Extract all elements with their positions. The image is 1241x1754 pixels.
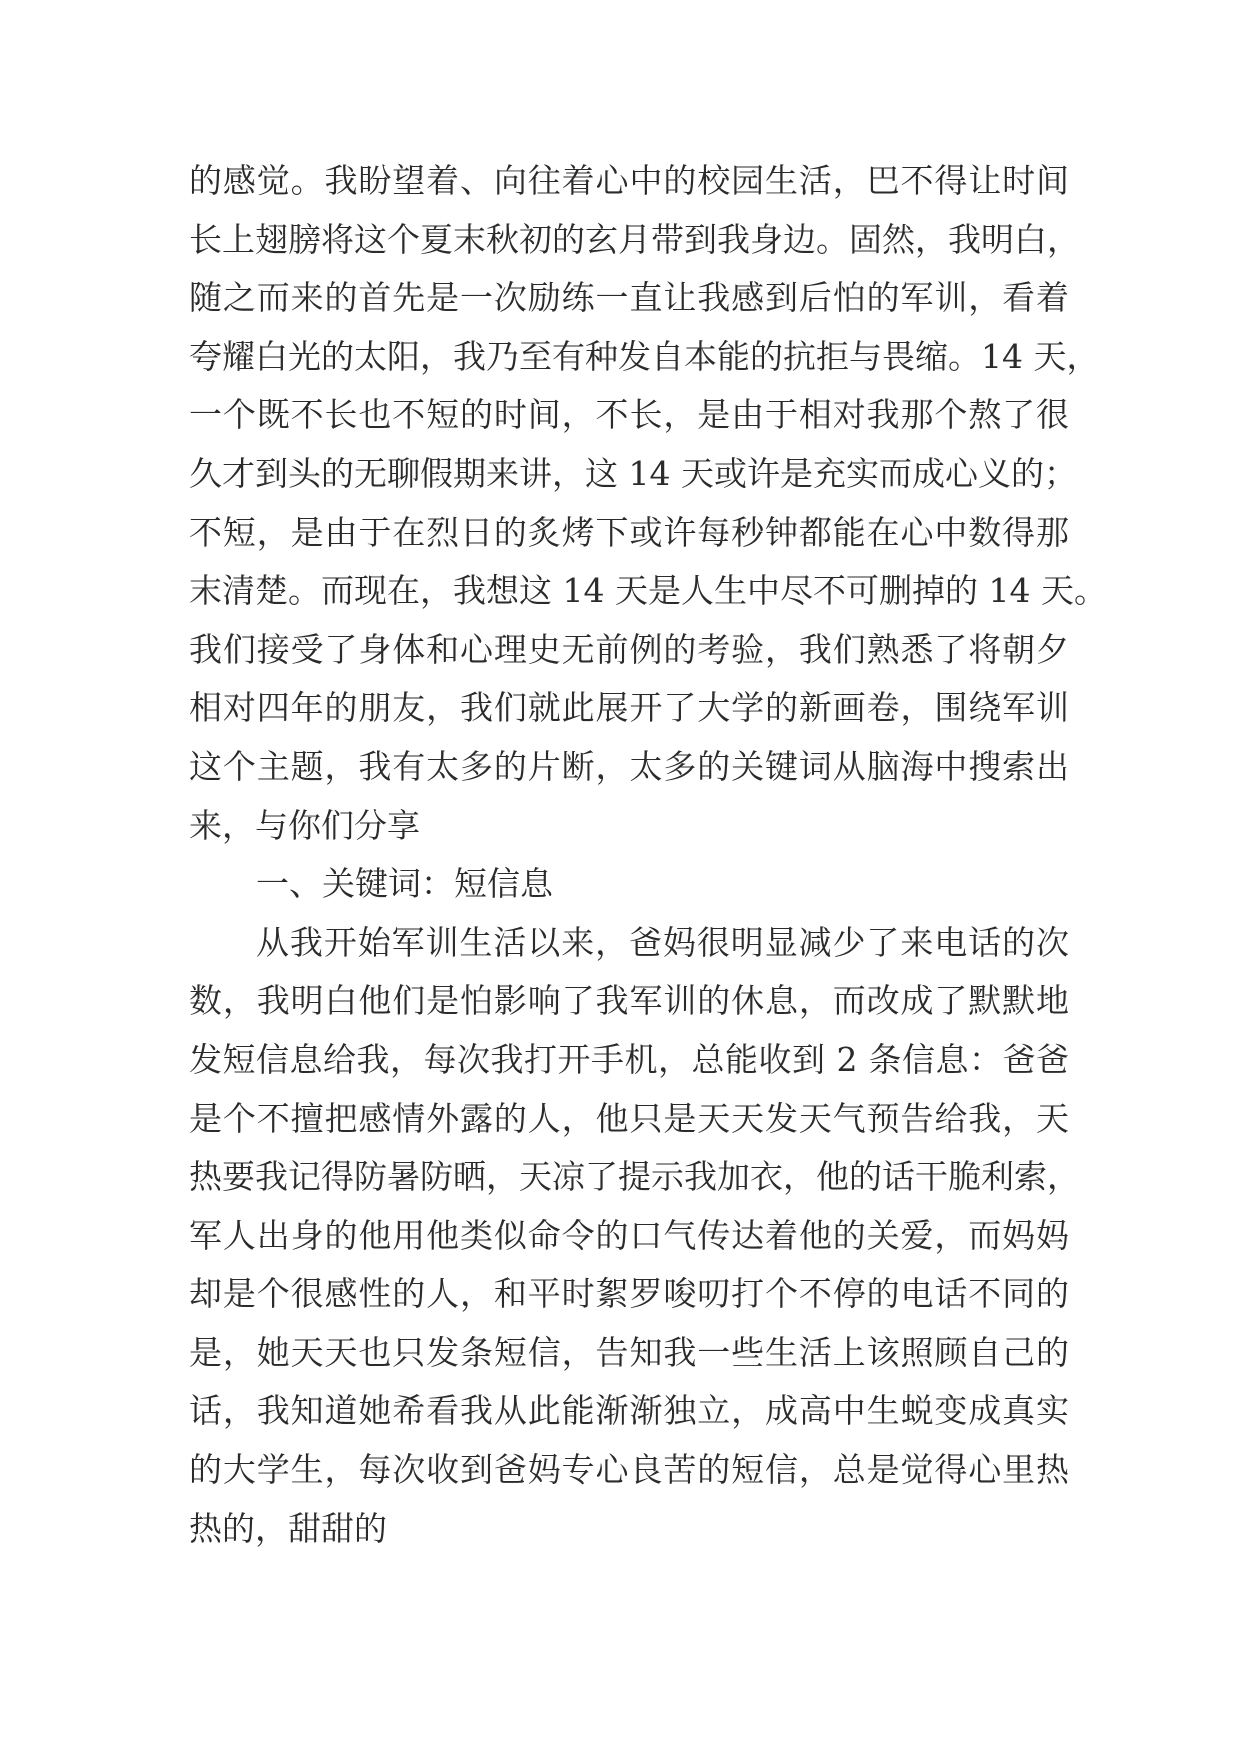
paragraph-line: 军人出身的他用他类似命令的口气传达着他的关爱，而妈妈 (189, 1215, 1069, 1255)
paragraph-line: 来，与你们分享 (189, 805, 420, 845)
paragraph-line: 热的，甜甜的 (189, 1508, 387, 1548)
paragraph-line: 是，她天天也只发条短信，告知我一些生活上该照顾自己的 (189, 1332, 1069, 1372)
paragraph-line: 热要我记得防暑防晒，天凉了提示我加衣，他的话干脆利索， (189, 1157, 1080, 1197)
paragraph-line: 长上翅膀将这个夏末秋初的玄月带到我身边。固然，我明白， (189, 219, 1080, 259)
paragraph-line: 的大学生，每次收到爸妈专心良苦的短信，总是觉得心里热 (189, 1450, 1069, 1490)
paragraph-line: 相对四年的朋友，我们就此展开了大学的新画卷，围绕军训 (189, 688, 1069, 728)
paragraph-line: 却是个很感性的人，和平时絮罗唆叨打个不停的电话不同的 (189, 1274, 1069, 1314)
paragraph-line: 发短信息给我，每次我打开手机，总能收到 2 条信息：爸爸 (189, 1039, 1069, 1079)
paragraph-line: 不短，是由于在烈日的炙烤下或许每秒钟都能在心中数得那 (189, 512, 1069, 552)
section-heading: 一、关键词：短信息 (256, 864, 553, 904)
paragraph-line: 数，我明白他们是怕影响了我军训的休息，而改成了默默地 (189, 981, 1069, 1021)
body-text (189, 152, 1107, 1558)
paragraph-line: 我们接受了身体和心理史无前例的考验，我们熟悉了将朝夕 (189, 629, 1069, 669)
paragraph-line: 久才到头的无聊假期来讲，这 14 天或许是充实而成心义的； (189, 453, 1077, 493)
paragraph-line: 的感觉。我盼望着、向往着心中的校园生活，巴不得让时间 (189, 161, 1069, 200)
paragraph-line: 话，我知道她希看我从此能渐渐独立，成高中生蜕变成真实 (189, 1391, 1069, 1431)
paragraph-line: 从我开始军训生活以来，爸妈很明显减少了来电话的次 (256, 922, 1069, 962)
paragraph-line: 夸耀白光的太阳，我乃至有种发自本能的抗拒与畏缩。14 天， (189, 336, 1100, 376)
paragraph-line: 这个主题，我有太多的片断，太多的关键词从脑海中搜索出 (189, 746, 1069, 786)
paragraph-line: 随之而来的首先是一次励练一直让我感到后怕的军训，看着 (189, 278, 1069, 318)
paragraph-line: 是个不擅把感情外露的人，他只是天天发天气预告给我，天 (189, 1098, 1069, 1138)
paragraph-line: 一个既不长也不短的时间，不长，是由于相对我那个熬了很 (189, 395, 1069, 435)
paragraph-line: 末清楚。而现在，我想这 14 天是人生中尽不可删掉的 14 天。 (189, 571, 1107, 611)
